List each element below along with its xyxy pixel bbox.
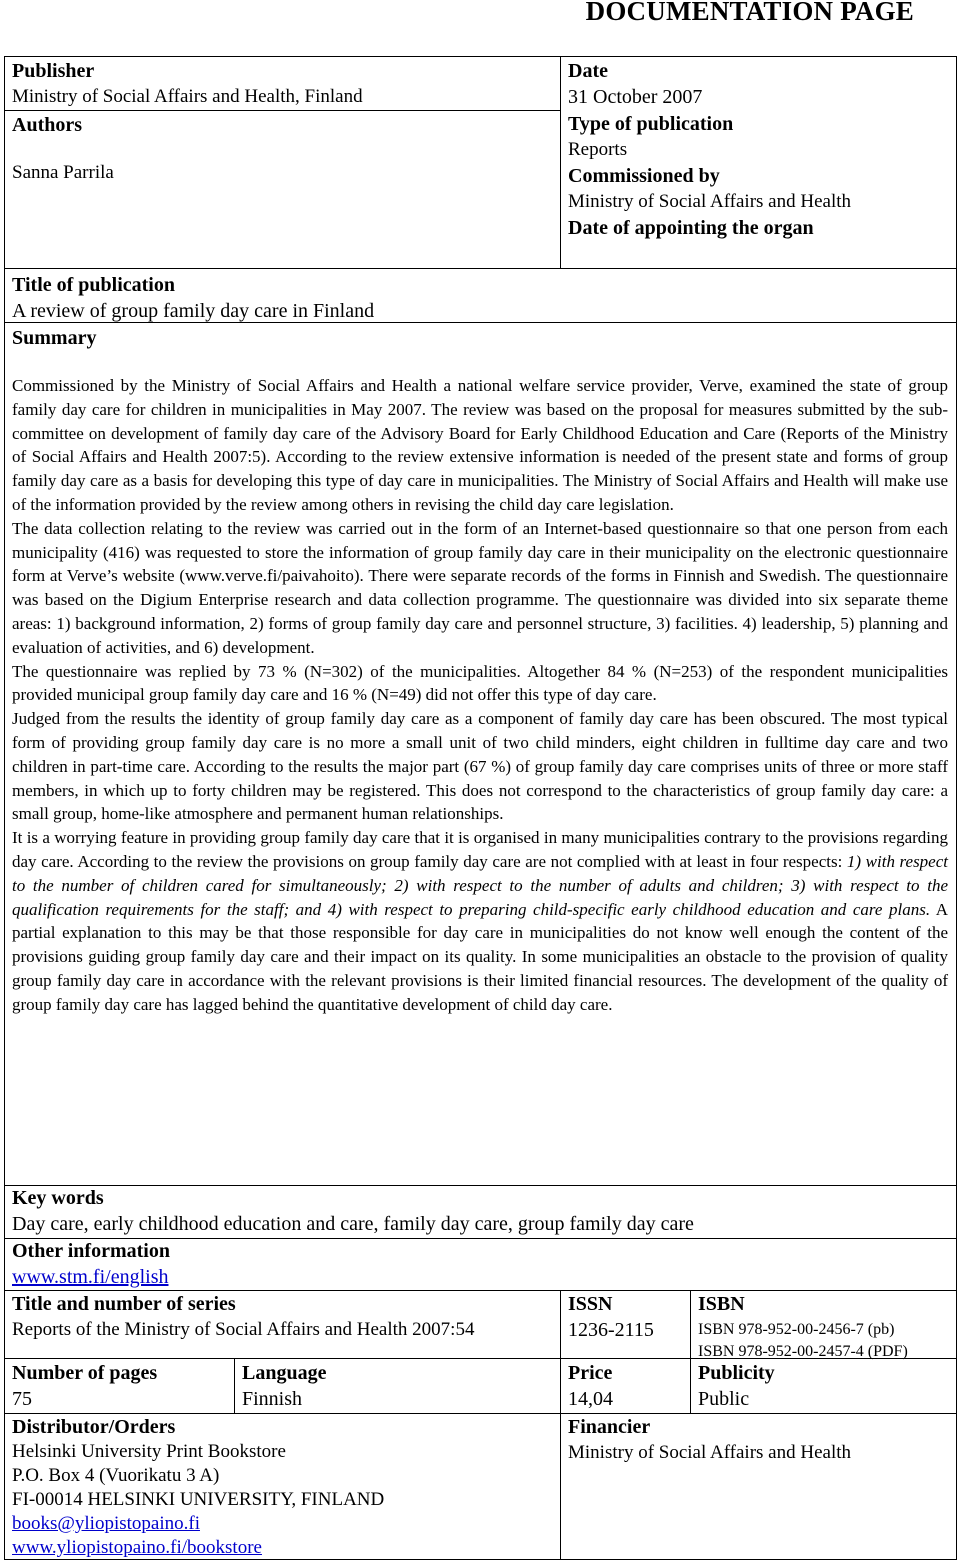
summary-paragraph: Judged from the results the identity of group family day care as a component of family day care has been obscured. The most typical form of providing group family day care is no more a small unit of two child minders, eight children in fulltime day care and two children in part-time care. According to the results the major part (67 %) of group family day care comprises units of three or more staff members, in which up to forty children may be registered. This does not correspond to the characteristics of group family day care: a small group, home-like atmosphere and permanent human relationships. — [12, 709, 948, 824]
title-of-publication-label: Title of publication — [12, 274, 175, 296]
series-cell — [12, 1291, 474, 1343]
price-label: Price — [568, 1362, 613, 1384]
price-value: 14,04 — [568, 1388, 613, 1410]
issn-label: ISSN — [568, 1293, 613, 1315]
title-of-publication-cell — [12, 272, 374, 324]
divider — [234, 1358, 235, 1413]
financier-cell — [568, 1414, 851, 1466]
date-label: Date — [568, 60, 608, 82]
language-value: Finnish — [242, 1388, 303, 1410]
commissioned-by-value: Ministry of Social Affairs and Health — [568, 191, 852, 212]
issn-cell — [568, 1291, 654, 1343]
authors-value: Sanna Parrila — [12, 162, 114, 183]
summary-paragraph: The data collection relating to the review was carried out in the form of an Internet-based questionnaire so that one person from each municipality (416) was requested to store the information of group family day care in their municipality on the electronic questionnaire form at Verve’s website (www.verve.fi/paivahoito). There were separate records of the forms in Finnish and Swedish. The questionnaire was based on the Digium Enterprise research and data collection programme. The questionnaire was divided into six separate theme areas: 1) background information, 2) forms of group family day care and personnel structure, 3) facilities. 4) leadership, 5) planning and evaluation of activities, and 6) development. — [12, 518, 948, 657]
title-of-publication-value: A review of group family day care in Finland — [12, 300, 375, 322]
isbn-cell — [698, 1291, 908, 1363]
language-label: Language — [242, 1362, 327, 1384]
distributor-line: Helsinki University Print Bookstore — [12, 1441, 286, 1462]
key-words-cell — [12, 1185, 694, 1237]
distributor-web-link[interactable]: www.yliopistopaino.fi/bookstore — [12, 1537, 262, 1558]
isbn-pb-value: ISBN 978-952-00-2456-7 (pb) — [698, 1321, 895, 1338]
divider — [690, 1290, 691, 1413]
divider — [560, 56, 561, 268]
other-information-label: Other information — [12, 1240, 170, 1262]
number-of-pages-cell — [12, 1360, 157, 1412]
series-label: Title and number of series — [12, 1293, 236, 1315]
authors-cell — [12, 112, 114, 186]
type-of-publication-label: Type of publication — [568, 113, 734, 135]
summary-text — [12, 374, 948, 1017]
divider — [4, 110, 560, 111]
language-cell — [242, 1360, 326, 1412]
number-of-pages-label: Number of pages — [12, 1362, 158, 1384]
date-value: 31 October 2007 — [568, 86, 703, 108]
key-words-value: Day care, early childhood education and care, family day care, group family day care — [12, 1213, 694, 1235]
distributor-email-link[interactable]: books@yliopistopaino.fi — [12, 1513, 200, 1534]
summary-paragraph: Commissioned by the Ministry of Social Affairs and Health a national welfare service provider, Verve, examined the state of group family day care for children in municipalities in May 2007. The review was based on the proposal for measures submitted by the sub-committee on development of family day care of the Advisory Board for Early Childhood Education and Care (Reports of the Ministry of Social Affairs and Health 2007:5). According to the review extensive information is needed of the present state and forms of group family day care as a basis for developing this type of day care in municipalities. The Ministry of Social Affairs and Health will make use of the information provided by the review among others in revising the child day care legislation. — [12, 376, 948, 514]
distributor-line: FI-00014 HELSINKI UNIVERSITY, FINLAND — [12, 1489, 385, 1510]
summary-text-part: It is a worrying feature in providing group family day care that it is organised in many municipalities contrary to the provisions regarding day care. According to the review the provisions on group family day care are not complied with at least in four respects: — [12, 828, 948, 871]
summary-label: Summary — [12, 327, 97, 349]
summary-text-part: A partial explanation to this may be that those responsible for day care in municipalities do not know well enough the content of the provisions guiding group family day care and their impact on its quality. In some municipalities an obstacle to the provision of quality group family day care in accordance with the relevant provisions is their limited financial resources. The development of the quality of group family day care has lagged behind the quantitative development of child day care. — [12, 899, 948, 1014]
type-of-publication-value: Reports — [568, 139, 628, 160]
publicity-value: Public — [698, 1388, 750, 1410]
distributor-label: Distributor/Orders — [12, 1416, 176, 1438]
commissioned-by-label: Commissioned by — [568, 165, 720, 187]
summary-paragraph — [12, 826, 948, 1016]
publisher-label: Publisher — [12, 60, 95, 82]
financier-label: Financier — [568, 1416, 651, 1438]
stm-website-link[interactable]: www.stm.fi/english — [12, 1266, 169, 1288]
distributor-cell — [12, 1414, 384, 1560]
number-of-pages-value: 75 — [12, 1388, 32, 1410]
distributor-line: P.O. Box 4 (Vuorikatu 3 A) — [12, 1465, 220, 1486]
divider — [560, 1290, 561, 1560]
other-information-cell — [12, 1238, 170, 1290]
price-cell — [568, 1360, 613, 1412]
summary-paragraph: The questionnaire was replied by 73 % (N=302) of the municipalities. Altogether 84 % (N=253) of the respondent municipalities provided municipal group family day care and 16 % (N=49) did not offer this type of day care. — [12, 661, 948, 705]
page-title: DOCUMENTATION PAGE — [585, 0, 914, 26]
isbn-label: ISBN — [698, 1293, 745, 1315]
authors-label: Authors — [12, 114, 83, 136]
divider — [4, 268, 957, 269]
issn-value: 1236-2115 — [568, 1319, 654, 1341]
key-words-label: Key words — [12, 1187, 104, 1209]
publicity-cell — [698, 1360, 775, 1412]
date-cell — [568, 58, 851, 241]
date-of-appointing-label: Date of appointing the organ — [568, 217, 814, 239]
isbn-pdf-value: ISBN 978-952-00-2457-4 (PDF) — [698, 1343, 908, 1360]
financier-value: Ministry of Social Affairs and Health — [568, 1442, 852, 1463]
summary-italic-part: 1) with respect to the number of children cared for simultaneously; 2) with respect to the number of adults and children; 3) with respect to the qualification requirements for the staff; and 4) with respect to preparing child-specific early childhood education and care plans. — [12, 851, 948, 919]
series-value: Reports of the Ministry of Social Affairs and Health 2007:54 — [12, 1319, 475, 1340]
publisher-value: Ministry of Social Affairs and Health, Finland — [12, 86, 363, 107]
publisher-cell — [12, 58, 363, 110]
publicity-label: Publicity — [698, 1362, 775, 1384]
